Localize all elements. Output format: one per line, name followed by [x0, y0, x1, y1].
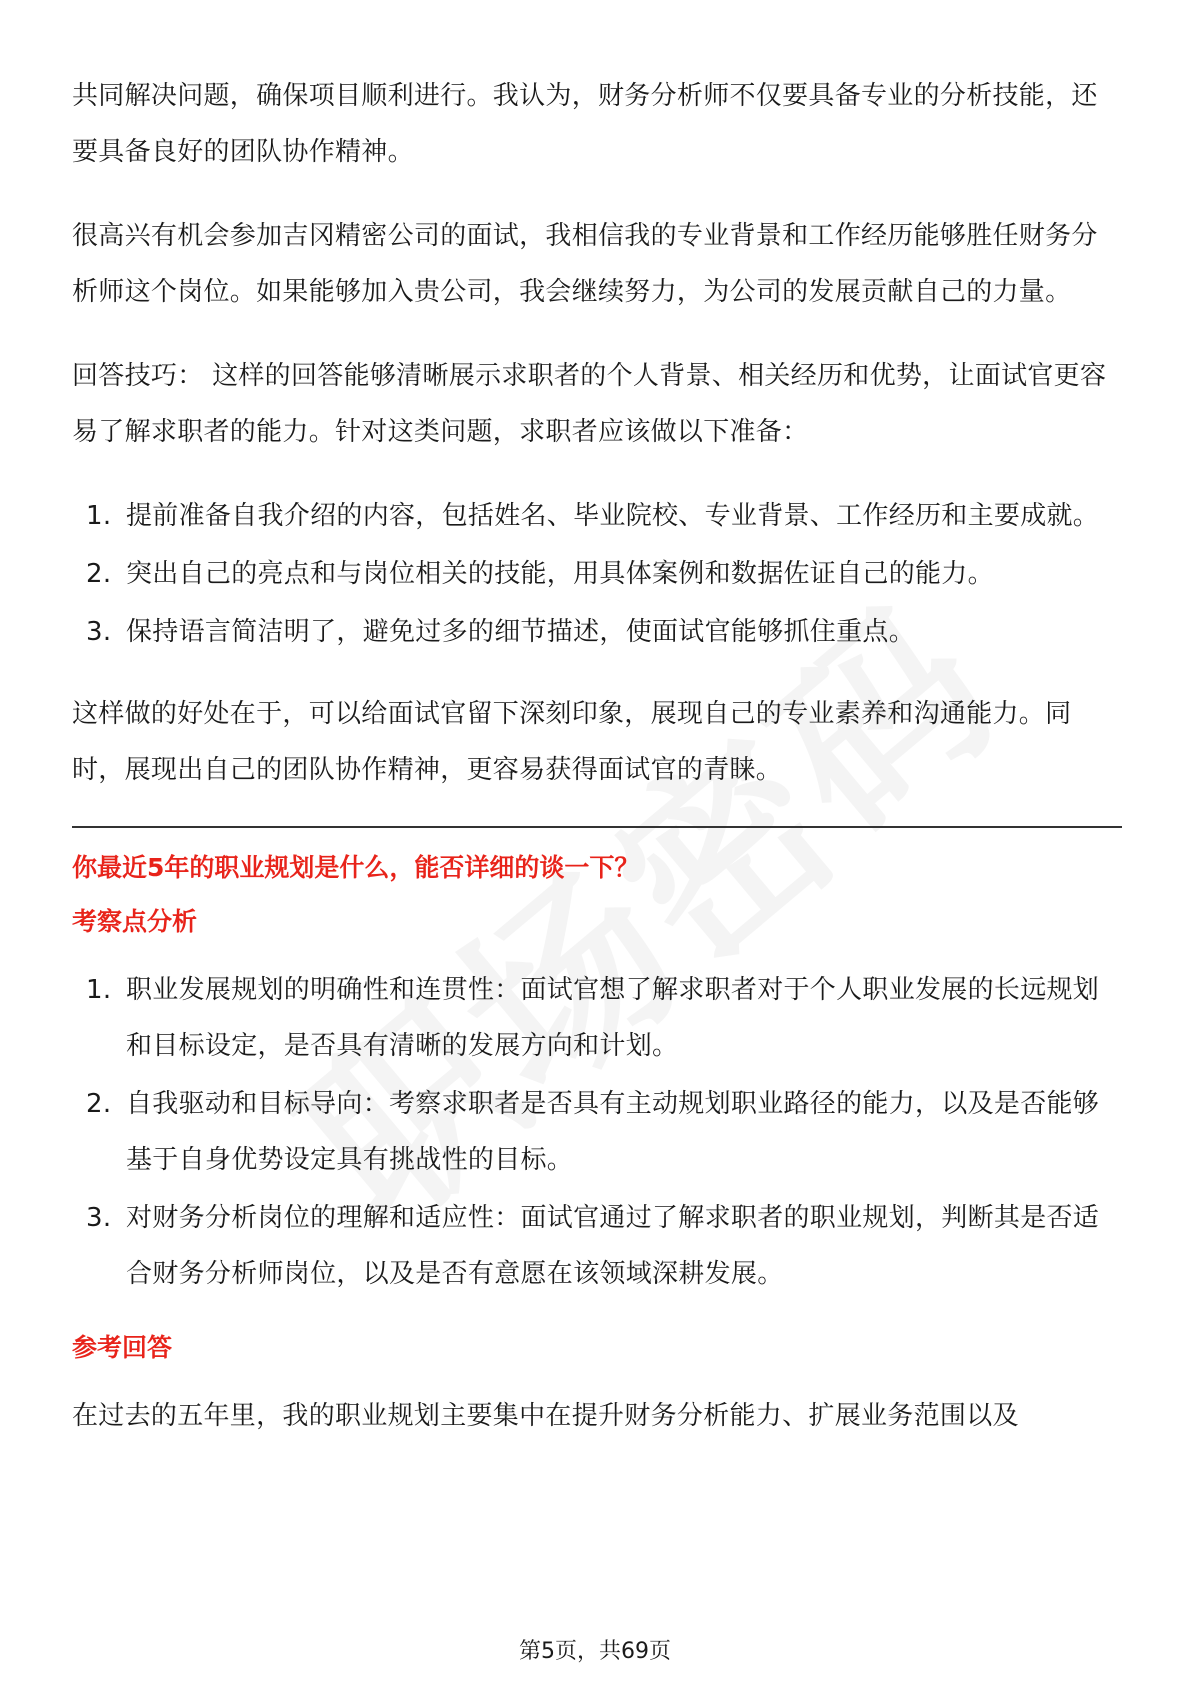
list-number: 2.	[86, 559, 112, 589]
analysis-list	[72, 962, 1122, 1302]
list-item	[72, 1076, 1122, 1188]
list-item-text: 职业发展规划的明确性和连贯性：面试官想了解求职者对于个人职业发展的长远规划和目标设定，是否具有清晰的发展方向和计划。	[126, 975, 1100, 1061]
paragraph-closing: 很高兴有机会参加吉冈精密公司的面试，我相信我的专业背景和工作经历能够胜任财务分析师这个岗位。如果能够加入贵公司，我会继续努力，为公司的发展贡献自己的力量。	[72, 221, 1098, 307]
paragraph-answer: 在过去的五年里，我的职业规划主要集中在提升财务分析能力、扩展业务范围以及	[72, 1401, 1019, 1431]
question-heading: 你最近5年的职业规划是什么，能否详细的谈一下？	[72, 853, 640, 882]
list-item-text: 突出自己的亮点和与岗位相关的技能，用具体案例和数据佐证自己的能力。	[126, 559, 994, 589]
preparation-list	[72, 488, 1122, 660]
list-number: 1.	[86, 501, 112, 531]
analysis-label: 考察点分析	[72, 907, 198, 936]
list-item	[72, 962, 1122, 1074]
list-item-text: 保持语言简洁明了，避免过多的细节描述，使面试官能够抓住重点。	[126, 617, 916, 647]
list-item	[72, 604, 1122, 660]
answer-label: 参考回答	[72, 1333, 173, 1362]
paragraph-benefits: 这样做的好处在于，可以给面试官留下深刻印象，展现自己的专业素养和沟通能力。同时，展现出自己的团队协作精神，更容易获得面试官的青睐。	[72, 699, 1072, 785]
section-divider	[72, 826, 1122, 828]
list-number: 3.	[86, 1203, 112, 1233]
list-number: 3.	[86, 617, 112, 647]
list-item	[72, 488, 1122, 544]
document-page	[72, 68, 1122, 1472]
list-item-text: 对财务分析岗位的理解和适应性：面试官通过了解求职者的职业规划，判断其是否适合财务分析师岗位，以及是否有意愿在该领域深耕发展。	[126, 1203, 1100, 1289]
paragraph-tips: 回答技巧： 这样的回答能够清晰展示求职者的个人背景、相关经历和优势，让面试官更容易了解求职者的能力。针对这类问题，求职者应该做以下准备：	[72, 361, 1107, 447]
list-number: 2.	[86, 1089, 112, 1119]
list-item-text: 自我驱动和目标导向：考察求职者是否具有主动规划职业路径的能力，以及是否能够基于自身优势设定具有挑战性的目标。	[126, 1089, 1100, 1175]
list-item	[72, 1190, 1122, 1302]
list-item-text: 提前准备自我介绍的内容，包括姓名、毕业院校、专业背景、工作经历和主要成就。	[126, 501, 1100, 531]
list-number: 1.	[86, 975, 112, 1005]
paragraph-teamwork: 共同解决问题，确保项目顺利进行。我认为，财务分析师不仅要具备专业的分析技能，还要具备良好的团队协作精神。	[72, 81, 1098, 167]
list-item	[72, 546, 1122, 602]
page-number: 第5页，共69页	[519, 1639, 671, 1664]
